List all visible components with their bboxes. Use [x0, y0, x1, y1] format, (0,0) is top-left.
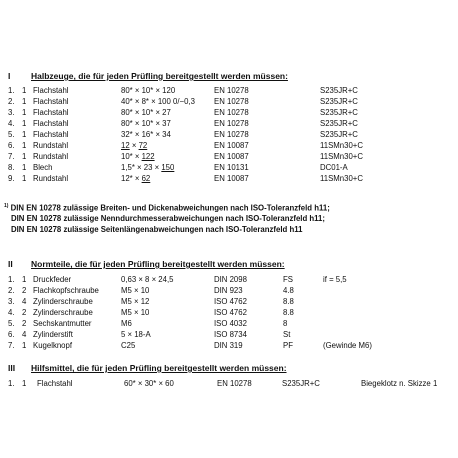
row-quantity: 1 [22, 152, 27, 161]
row-norm: ISO 8734 [214, 330, 247, 339]
table-row [0, 86, 458, 96]
row-norm: DIN 2098 [214, 275, 247, 284]
row-dimensions: 60* × 30* × 60 [124, 379, 174, 388]
section-3-heading: Hilfsmittel, die für jeden Prüfling bereitgestellt werden müssen: [31, 363, 287, 373]
footnote-line-1: $^{1)}$ DIN EN 10278 zulässige Breiten- und Dickenabweichungen nach ISO-Toleranzfeld h11; [4, 203, 330, 213]
row-note: if = 5,5 [323, 275, 347, 284]
row-norm: EN 10278 [214, 97, 249, 106]
row-name: Rundstahl [33, 152, 69, 161]
row-quantity: 2 [22, 308, 27, 317]
row-material: 11SMn30+C [320, 141, 363, 150]
row-grade: 8.8 [283, 308, 294, 317]
row-name: Flachstahl [33, 86, 69, 95]
row-norm: ISO 4032 [214, 319, 247, 328]
row-number: 5. [8, 130, 15, 139]
row-number: 1. [8, 275, 15, 284]
row-quantity: 1 [22, 119, 27, 128]
row-grade: 8 [283, 319, 288, 328]
row-note: Biegeklotz n. Skizze 1 [361, 379, 438, 388]
section-1-roman: I [8, 71, 11, 81]
section-1-heading: Halbzeuge, die für jeden Prüfling bereitgestellt werden müssen: [31, 71, 288, 81]
row-name: Flachstahl [33, 108, 69, 117]
row-grade: PF [283, 341, 293, 350]
table-row [0, 330, 458, 340]
row-dimensions: 40* × 8* × 100 0/−0,3 [121, 97, 195, 106]
row-dimensions: M5 × 10 [121, 286, 150, 295]
table-row [0, 141, 458, 151]
row-norm: EN 10278 [217, 379, 252, 388]
dim-length: 62 [141, 174, 151, 183]
dim-length: 72 [138, 141, 148, 150]
row-dimensions [121, 163, 174, 173]
row-number: 7. [8, 341, 15, 350]
row-dimensions: 32* × 16* × 34 [121, 130, 171, 139]
table-row [0, 286, 458, 296]
row-norm: EN 10087 [214, 152, 249, 161]
row-dimensions [121, 141, 147, 151]
row-norm: EN 10278 [214, 86, 249, 95]
table-row [0, 130, 458, 140]
row-name: Flachstahl [33, 119, 69, 128]
row-material: S235JR+C [320, 108, 358, 117]
row-quantity: 2 [22, 319, 27, 328]
row-number: 3. [8, 297, 15, 306]
table-row [0, 319, 458, 329]
row-dimensions: M6 [121, 319, 132, 328]
dim-length: 150 [161, 163, 175, 172]
section-2-heading: Normteile, die für jeden Prüfling bereitgestellt werden müssen: [31, 259, 285, 269]
row-quantity: 1 [22, 130, 27, 139]
row-number: 9. [8, 174, 15, 183]
row-number: 6. [8, 330, 15, 339]
footnote-line-2: DIN EN 10278 zulässige Nenndurchmesserabweichungen nach ISO-Toleranzfeld h11; [11, 214, 325, 223]
row-name: Zylinderstift [33, 330, 73, 339]
row-dimensions [121, 152, 155, 162]
row-note: (Gewinde M6) [323, 341, 372, 350]
row-grade: 4.8 [283, 286, 294, 295]
row-material: 11SMn30+C [320, 174, 363, 183]
row-number: 2. [8, 286, 15, 295]
table-row [0, 379, 458, 389]
row-number: 5. [8, 319, 15, 328]
row-name: Rundstahl [33, 141, 69, 150]
row-quantity: 1 [22, 174, 27, 183]
row-name: Zylinderschraube [33, 308, 93, 317]
row-norm: EN 10131 [214, 163, 249, 172]
row-name: Zylinderschraube [33, 297, 93, 306]
row-dimensions: 80* × 10* × 120 [121, 86, 176, 95]
row-number: 4. [8, 119, 15, 128]
row-number: 7. [8, 152, 15, 161]
row-norm: DIN 319 [214, 341, 243, 350]
table-row [0, 152, 458, 162]
row-norm: EN 10278 [214, 119, 249, 128]
dim-diameter: 12* × [121, 174, 142, 183]
row-name: Rundstahl [33, 174, 69, 183]
table-row [0, 275, 458, 285]
row-quantity: 4 [22, 330, 27, 339]
table-row [0, 163, 458, 173]
row-quantity: 1 [22, 163, 27, 172]
row-number: 1. [8, 86, 15, 95]
row-norm: ISO 4762 [214, 297, 247, 306]
row-material: S235JR+C [282, 379, 320, 388]
dim-length: 122 [141, 152, 155, 161]
dim-diameter: 12 [121, 141, 130, 150]
row-grade: FS [283, 275, 293, 284]
row-norm: ISO 4762 [214, 308, 247, 317]
row-norm: EN 10278 [214, 130, 249, 139]
dim-separator: × [129, 141, 139, 150]
table-row [0, 297, 458, 307]
row-name: Flachstahl [37, 379, 73, 388]
row-dimensions: 80* × 10* × 27 [121, 108, 171, 117]
row-norm: EN 10278 [214, 108, 249, 117]
row-number: 3. [8, 108, 15, 117]
row-quantity: 1 [22, 86, 27, 95]
row-quantity: 1 [22, 108, 27, 117]
table-row [0, 97, 458, 107]
row-name: Flachstahl [33, 130, 69, 139]
row-number: 1. [8, 379, 15, 388]
row-name: Blech [33, 163, 53, 172]
row-material: DC01-A [320, 163, 348, 172]
row-name: Druckfeder [33, 275, 72, 284]
row-name: Sechskantmutter [33, 319, 92, 328]
row-dimensions: M5 × 10 [121, 308, 150, 317]
row-quantity: 4 [22, 297, 27, 306]
row-material: S235JR+C [320, 119, 358, 128]
table-row [0, 174, 458, 184]
footnote-marker: 1) [4, 203, 9, 209]
row-material: S235JR+C [320, 130, 358, 139]
table-row [0, 341, 458, 351]
footnote-line-3: DIN EN 10278 zulässige Seitenlängenabweichungen nach ISO-Toleranzfeld h11 [11, 225, 303, 234]
row-dimensions: 80* × 10* × 37 [121, 119, 171, 128]
row-grade: 8.8 [283, 297, 294, 306]
row-dimensions [121, 174, 150, 184]
row-quantity: 1 [22, 379, 27, 388]
row-dimensions: M5 × 12 [121, 297, 150, 306]
row-quantity: 1 [22, 97, 27, 106]
row-norm: DIN 923 [214, 286, 243, 295]
section-3-roman: III [8, 363, 16, 373]
row-grade: St [283, 330, 291, 339]
row-quantity: 1 [22, 341, 27, 350]
row-number: 2. [8, 97, 15, 106]
row-number: 8. [8, 163, 15, 172]
dim-thickness-width: 1,5* × 23 × [121, 163, 162, 172]
row-material: S235JR+C [320, 86, 358, 95]
table-row [0, 308, 458, 318]
table-row [0, 119, 458, 129]
row-quantity: 1 [22, 275, 27, 284]
row-dimensions: 5 × 18-A [121, 330, 151, 339]
row-material: 11SMn30+C [320, 152, 363, 161]
row-number: 6. [8, 141, 15, 150]
row-number: 4. [8, 308, 15, 317]
row-quantity: 1 [22, 141, 27, 150]
row-material: S235JR+C [320, 97, 358, 106]
dim-diameter: 10* × [121, 152, 142, 161]
row-quantity: 2 [22, 286, 27, 295]
row-name: Flachkopfschraube [33, 286, 99, 295]
row-norm: EN 10087 [214, 141, 249, 150]
row-dimensions: 0,63 × 8 × 24,5 [121, 275, 174, 284]
table-row [0, 108, 458, 118]
row-name: Kugelknopf [33, 341, 73, 350]
row-name: Flachstahl [33, 97, 69, 106]
row-dimensions: C25 [121, 341, 136, 350]
row-norm: EN 10087 [214, 174, 249, 183]
section-2-roman: II [8, 259, 13, 269]
